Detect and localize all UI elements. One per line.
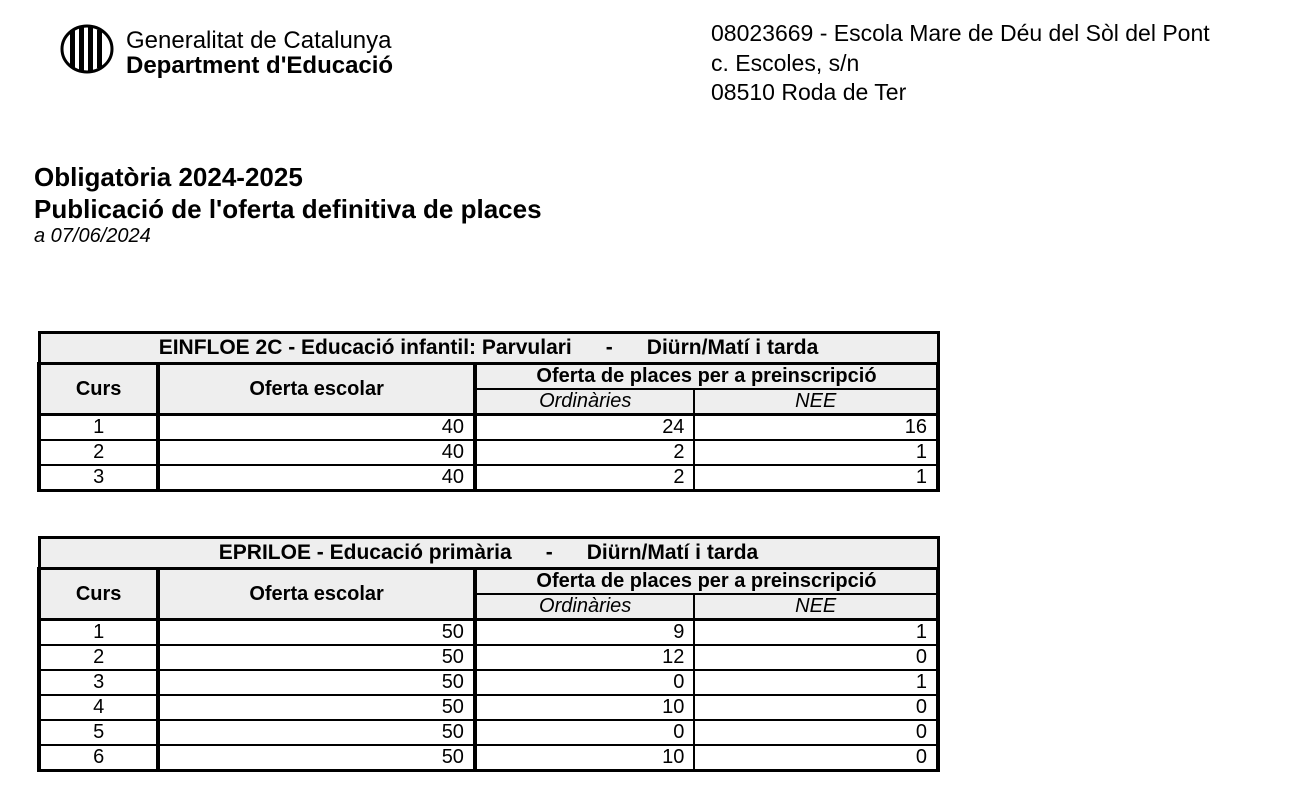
cell-curs: 4 <box>39 695 158 720</box>
header-nee: NEE <box>694 594 938 620</box>
cell-oferta: 50 <box>158 695 475 720</box>
header-preinscripcio: Oferta de places per a preinscripció <box>475 569 938 595</box>
cell-curs: 2 <box>39 440 158 465</box>
caption-schedule: Diürn/Matí i tarda <box>586 541 759 564</box>
table-row <box>39 465 938 491</box>
header-curs: Curs <box>39 364 158 415</box>
document-titles <box>34 161 542 247</box>
cell-nee: 0 <box>694 745 938 771</box>
cell-ordinaries: 10 <box>475 695 694 720</box>
offer-table-infantil <box>37 331 940 492</box>
table-row <box>39 440 938 465</box>
cell-ordinaries: 0 <box>475 720 694 745</box>
school-address <box>711 19 1210 108</box>
page-title: Obligatòria 2024-2025 <box>34 162 303 192</box>
caption-separator: - <box>605 336 613 359</box>
cell-ordinaries: 24 <box>475 415 694 441</box>
page-subtitle: Publicació de l'oferta definitiva de places <box>34 194 542 224</box>
cell-nee: 0 <box>694 645 938 670</box>
table-row <box>39 645 938 670</box>
cell-ordinaries: 2 <box>475 465 694 491</box>
cell-curs: 5 <box>39 720 158 745</box>
cell-curs: 6 <box>39 745 158 771</box>
header-oferta-escolar: Oferta escolar <box>158 364 475 415</box>
cell-oferta: 50 <box>158 720 475 745</box>
school-name: 08023669 - Escola Mare de Déu del Sòl del Pont <box>711 20 1210 46</box>
caption-separator: - <box>545 541 553 564</box>
table-row <box>39 720 938 745</box>
header-ordinaries: Ordinàries <box>475 389 694 415</box>
cell-oferta: 50 <box>158 620 475 646</box>
table-caption <box>39 333 938 364</box>
header-preinscripcio: Oferta de places per a preinscripció <box>475 364 938 390</box>
cell-ordinaries: 12 <box>475 645 694 670</box>
cell-nee: 1 <box>694 465 938 491</box>
table-row <box>39 670 938 695</box>
offer-table-primaria <box>37 536 940 772</box>
organization-name <box>126 28 393 78</box>
cell-oferta: 50 <box>158 645 475 670</box>
cell-curs: 3 <box>39 670 158 695</box>
cell-nee: 16 <box>694 415 938 441</box>
school-city: 08510 Roda de Ter <box>711 79 907 105</box>
cell-ordinaries: 0 <box>475 670 694 695</box>
header-ordinaries: Ordinàries <box>475 594 694 620</box>
cell-oferta: 50 <box>158 745 475 771</box>
cell-ordinaries: 2 <box>475 440 694 465</box>
cell-curs: 3 <box>39 465 158 491</box>
cell-nee: 0 <box>694 695 938 720</box>
cell-oferta: 40 <box>158 465 475 491</box>
table-row <box>39 415 938 441</box>
cell-ordinaries: 10 <box>475 745 694 771</box>
cell-nee: 0 <box>694 720 938 745</box>
cell-curs: 1 <box>39 415 158 441</box>
header-oferta-escolar: Oferta escolar <box>158 569 475 620</box>
table-row <box>39 745 938 771</box>
cell-curs: 2 <box>39 645 158 670</box>
generalitat-four-bars-icon <box>60 24 114 74</box>
cell-nee: 1 <box>694 620 938 646</box>
cell-curs: 1 <box>39 620 158 646</box>
table-caption <box>39 538 938 569</box>
cell-oferta: 40 <box>158 415 475 441</box>
cell-nee: 1 <box>694 670 938 695</box>
header-nee: NEE <box>694 389 938 415</box>
cell-ordinaries: 9 <box>475 620 694 646</box>
table-row <box>39 620 938 646</box>
org-line-1: Generalitat de Catalunya <box>126 27 392 54</box>
cell-nee: 1 <box>694 440 938 465</box>
publication-date: a 07/06/2024 <box>34 225 151 247</box>
caption-course: EPRILOE - Educació primària <box>218 541 512 564</box>
header-curs: Curs <box>39 569 158 620</box>
school-street: c. Escoles, s/n <box>711 49 860 76</box>
table-row <box>39 695 938 720</box>
caption-schedule: Diürn/Matí i tarda <box>646 336 819 359</box>
caption-course: EINFLOE 2C - Educació infantil: Parvulari <box>158 336 572 359</box>
cell-oferta: 50 <box>158 670 475 695</box>
org-line-2: Department d'Educació <box>126 52 394 79</box>
cell-oferta: 40 <box>158 440 475 465</box>
